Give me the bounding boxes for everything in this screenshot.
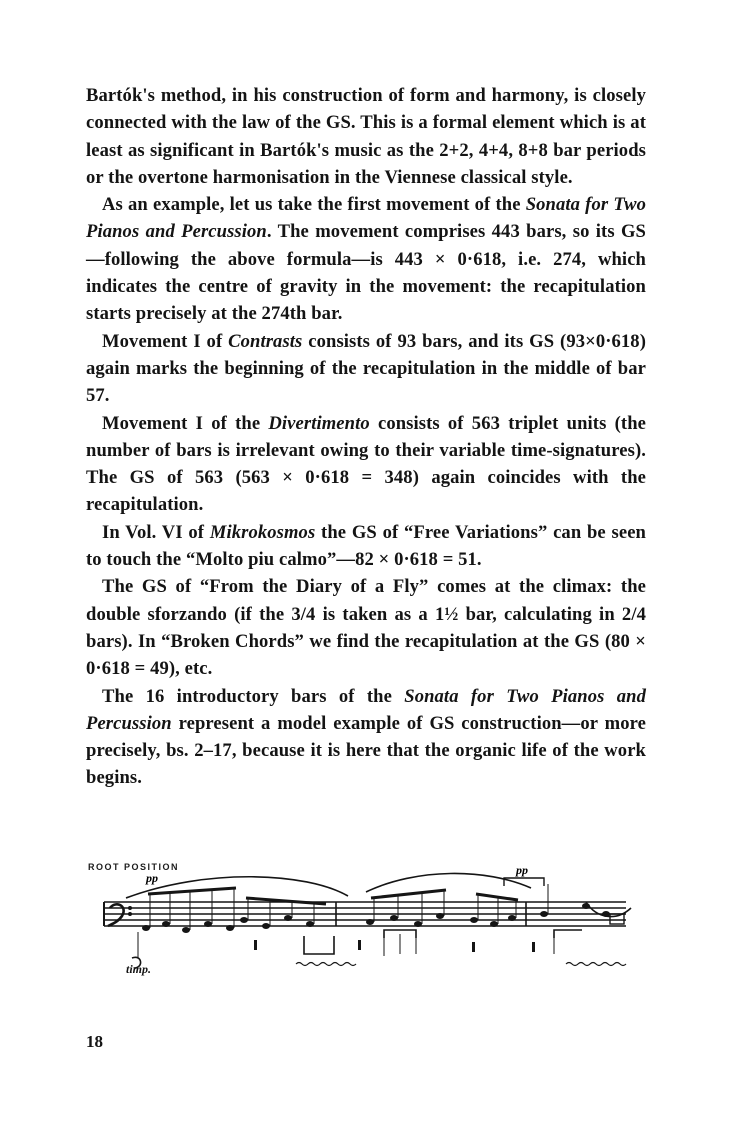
paragraph (86, 191, 646, 327)
paragraph (86, 683, 646, 792)
text-run: As an example, let us take the first movement of the (102, 194, 526, 216)
text-run: consists of 93 bars, and its GS (93×0·618) again marks the beginning of the recapitulation in the middle of bar 57. (86, 330, 646, 407)
text-run: Movement I of the (102, 412, 269, 434)
page-number: 18 (86, 1032, 103, 1051)
text-run: Movement I of (102, 330, 229, 352)
dynamic-marking: pp (146, 871, 158, 885)
italic-title: Mikrokosmos (209, 521, 316, 543)
text-run: In Vol. VI of (102, 521, 210, 543)
paragraph (86, 328, 646, 410)
text-run: . The movement comprises 443 bars, so its GS—following the above formula—is 443 × 0·618, i.e. 274, which indicates the centre of gravity in the movement: the recapitulation starts precisely at the 274th bar. (86, 221, 646, 325)
italic-title: Contrasts (228, 330, 303, 352)
dynamic-marking: pp (516, 863, 528, 877)
text-run: represent a model example of GS construction—or more precisely, bs. 2–17, because it is here that the organic life of the work begins. (86, 712, 646, 789)
paragraph (86, 82, 646, 191)
text-run: The GS of “From the Diary of a Fly” comes at the climax: the double sforzando (if the 3/4 is taken as a 1½ bar, calculating in 2/4 bars). In “Broken Chords” we find the recapitulation at the GS (80 × 0·618 = 49), etc. (86, 576, 646, 680)
body-text (86, 82, 646, 792)
italic-title: Sonata for Two Pianos and Percussion (86, 685, 646, 734)
paragraph (86, 410, 646, 519)
text-run: consists of 563 triplet units (the number of bars is irrelevant owing to their variable time-signatures). The GS of 563 (563 × 0·618 = 348) again coincides with the recapitulation. (86, 412, 646, 516)
timpani-label: timp. (126, 962, 152, 976)
text-run: Bartók's method, in his construction of form and harmony, is closely connected with the law of the GS. This is a formal element which is at least as significant in Bartók's music as the 2+2, 4+4, 8+8 bar periods or the overtone harmonisation in the Viennese classical style. (86, 85, 646, 188)
italic-title: Sonata for Two Pianos and Percussion (86, 194, 646, 243)
text-run: The 16 introductory bars of the (102, 685, 405, 707)
music-notation-image (86, 858, 646, 988)
root-position-label: ROOT POSITION (88, 862, 180, 872)
paragraph (86, 519, 646, 574)
italic-title: Divertimento (268, 412, 370, 434)
music-example (86, 858, 646, 988)
paragraph (86, 573, 646, 682)
text-run: the GS of “Free Variations” can be seen to touch the “Molto piu calmo”—82 × 0·618 = 51. (86, 521, 646, 571)
